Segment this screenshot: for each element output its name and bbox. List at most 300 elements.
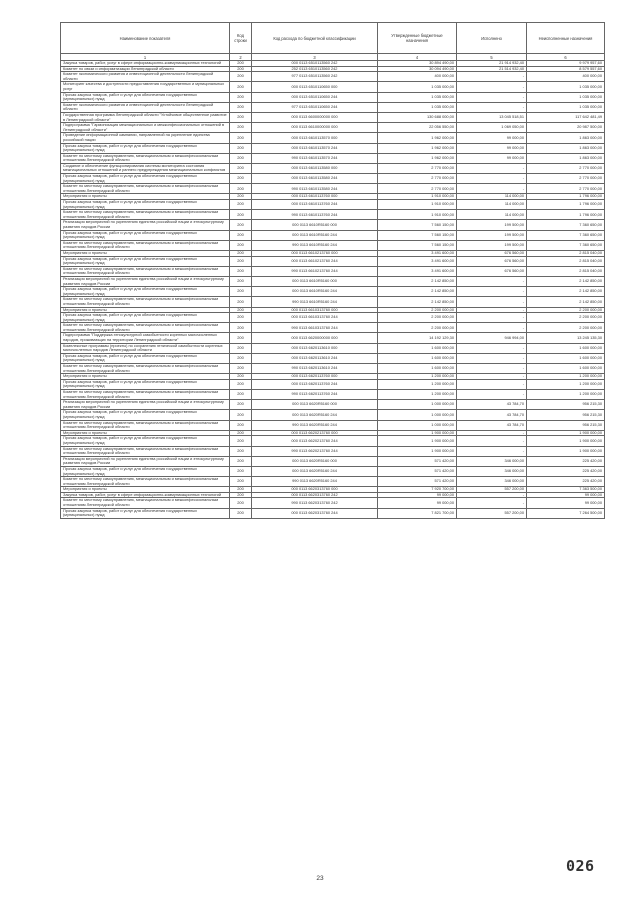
row-approved-amount: 1 035 000,00 [378, 92, 457, 102]
row-executed-amount: - [457, 436, 527, 446]
row-unexecuted-amount: 1 600 000,00 [527, 343, 605, 353]
row-budget-code: 000 0113 6610000000 000 [252, 123, 378, 133]
row-budget-code: 990 0113 6610R5160 244 [252, 297, 378, 307]
row-unexecuted-amount: 2 815 040,00 [527, 256, 605, 266]
table-row [61, 333, 605, 343]
row-line-code: 200 [230, 184, 252, 194]
table-row [61, 390, 605, 400]
row-unexecuted-amount: 1 600 000,00 [527, 364, 605, 374]
row-line-code: 200 [230, 374, 252, 380]
table-row [61, 364, 605, 374]
table-row [61, 210, 605, 220]
row-line-code: 200 [230, 343, 252, 353]
row-approved-amount: 571 420,00 [378, 477, 457, 487]
row-budget-code: 000 0113 6510113560 242 [252, 61, 378, 67]
row-line-code: 200 [230, 230, 252, 240]
row-name: Комплексные программы (проекты) по сохранению этнической самобытности коренных малочисленных народов Ленинградской области [61, 343, 230, 353]
row-approved-amount: 14 192 129,30 [378, 333, 457, 343]
column-number: 5 [457, 54, 527, 61]
row-executed-amount: - [457, 446, 527, 456]
table-row [61, 297, 605, 307]
row-line-code: 200 [230, 508, 252, 518]
row-name: Комитет по местному самоуправлению, межнациональным и межконфессиональным отношениям Ленинградской области [61, 153, 230, 163]
row-executed-amount: - [457, 102, 527, 112]
row-name: Подпрограмма "Поддержка этнокультурной самобытности коренных малочисленных народов, проживающих на территории Ленинградской области" [61, 333, 230, 343]
row-approved-amount: 3 491 600,00 [378, 250, 457, 256]
row-approved-amount: 1 962 000,00 [378, 133, 457, 143]
row-approved-amount: 1 200 000,00 [378, 390, 457, 400]
row-name: Проведение информационной кампании, направленной на укрепление единства российской нации [61, 133, 230, 143]
row-executed-amount: - [457, 492, 527, 498]
row-line-code: 200 [230, 240, 252, 250]
row-approved-amount: 7 821 700,00 [378, 508, 457, 518]
row-approved-amount: 1 600 000,00 [378, 364, 457, 374]
row-approved-amount: 2 200 000,00 [378, 307, 457, 313]
row-unexecuted-amount: 1 900 000,00 [527, 436, 605, 446]
row-budget-code: 000 0113 6610313760 000 [252, 307, 378, 313]
row-executed-amount: 13 045 518,51 [457, 112, 527, 122]
row-approved-amount: 30 894 490,00 [378, 61, 457, 67]
row-budget-code: 990 0113 6610113570 244 [252, 153, 378, 163]
row-approved-amount: 2 770 000,00 [378, 174, 457, 184]
row-line-code: 200 [230, 92, 252, 102]
row-budget-code: 990 0113 6610213760 244 [252, 266, 378, 276]
row-approved-amount: 571 420,00 [378, 456, 457, 466]
row-unexecuted-amount: 956 215,30 [527, 420, 605, 430]
row-budget-code: 990 0113 6620R5160 244 [252, 477, 378, 487]
row-executed-amount: 21 514 932,40 [457, 66, 527, 72]
row-line-code: 200 [230, 220, 252, 230]
row-name: Комитет по местному самоуправлению, межнациональным и межконфессиональным отношениям Ленинградской области [61, 446, 230, 456]
row-line-code: 200 [230, 353, 252, 363]
row-unexecuted-amount: 13 245 135,30 [527, 333, 605, 343]
row-unexecuted-amount: 1 200 000,00 [527, 390, 605, 400]
column-number: 2 [230, 54, 252, 61]
row-unexecuted-amount: 1 035 000,00 [527, 92, 605, 102]
row-line-code: 200 [230, 210, 252, 220]
row-line-code: 200 [230, 256, 252, 266]
row-budget-code: 990 0113 6610113760 244 [252, 210, 378, 220]
row-line-code: 200 [230, 313, 252, 323]
row-executed-amount: - [457, 287, 527, 297]
row-executed-amount: 199 500,00 [457, 230, 527, 240]
row-budget-code: 990 0113 6620313760 242 [252, 498, 378, 508]
row-executed-amount: - [457, 353, 527, 363]
row-executed-amount: - [457, 276, 527, 286]
column-number: 1 [61, 54, 230, 61]
row-unexecuted-amount: 20 987 500,00 [527, 123, 605, 133]
row-budget-code: 000 0113 6620113610 000 [252, 343, 378, 353]
row-name: Прочая закупка товаров, работ и услуг для обеспечения государственных (муниципальных) нужд [61, 379, 230, 389]
row-name: Комитет по местному самоуправлению, межнациональным и межконфессиональным отношениям Ленинградской области [61, 323, 230, 333]
row-unexecuted-amount: 1 600 000,00 [527, 353, 605, 363]
row-name: Комитет по местному самоуправлению, межнациональным и межконфессиональным отношениям Ленинградской области [61, 498, 230, 508]
row-name: Комитет по местному самоуправлению, межнациональным и межконфессиональным отношениям Ленинградской области [61, 364, 230, 374]
row-unexecuted-amount: 2 200 000,00 [527, 313, 605, 323]
row-approved-amount: 1 600 000,00 [378, 353, 457, 363]
row-budget-code: 990 0113 6610113580 244 [252, 184, 378, 194]
row-line-code: 200 [230, 163, 252, 173]
table-row [61, 112, 605, 122]
row-executed-amount: 676 560,00 [457, 250, 527, 256]
row-approved-amount: 99 000,00 [378, 498, 457, 508]
row-budget-code: 000 0113 6610R5160 000 [252, 220, 378, 230]
row-executed-amount: - [457, 379, 527, 389]
row-budget-code: 000 0113 6610113760 244 [252, 200, 378, 210]
row-line-code: 200 [230, 446, 252, 456]
row-unexecuted-amount: 117 642 481,49 [527, 112, 605, 122]
row-line-code: 200 [230, 287, 252, 297]
column-number: 6 [527, 54, 605, 61]
row-line-code: 200 [230, 276, 252, 286]
row-unexecuted-amount: 7 264 500,00 [527, 508, 605, 518]
row-unexecuted-amount: 2 815 040,00 [527, 266, 605, 276]
row-approved-amount: 1 035 000,00 [378, 82, 457, 92]
row-budget-code: 000 0113 6620R5160 000 [252, 456, 378, 466]
row-budget-code: 000 0113 6620313760 000 [252, 487, 378, 493]
row-unexecuted-amount: 2 770 000,00 [527, 163, 605, 173]
row-name: Комитет по местному самоуправлению, межнациональным и межконфессиональным отношениям Ленинградской области [61, 477, 230, 487]
table-row [61, 498, 605, 508]
row-approved-amount: 2 142 850,00 [378, 297, 457, 307]
row-approved-amount: 1 962 000,00 [378, 153, 457, 163]
row-unexecuted-amount: 2 142 850,00 [527, 297, 605, 307]
row-name: Прочая закупка товаров, работ и услуг для обеспечения государственных (муниципальных) нужд [61, 143, 230, 153]
row-name: Реализация мероприятий по укреплению единства российской нации и этнокультурному развитию народов России [61, 400, 230, 410]
row-approved-amount: 99 000,00 [378, 492, 457, 498]
row-name: Мероприятия и проекты [61, 487, 230, 493]
row-budget-code: 000 0113 6610R5160 244 [252, 230, 378, 240]
row-executed-amount: 114 000,00 [457, 194, 527, 200]
table-row [61, 102, 605, 112]
row-executed-amount: - [457, 343, 527, 353]
header-executed: Исполнено [457, 23, 527, 54]
table-row [61, 256, 605, 266]
row-unexecuted-amount: 1 863 000,00 [527, 143, 605, 153]
row-budget-code: 000 0113 6610113760 000 [252, 194, 378, 200]
row-name: Мероприятия и проекты [61, 307, 230, 313]
row-executed-amount: 946 994,00 [457, 333, 527, 343]
row-unexecuted-amount: 225 420,00 [527, 456, 605, 466]
row-budget-code: 990 0113 6620213760 244 [252, 446, 378, 456]
row-unexecuted-amount: 9 979 957,60 [527, 61, 605, 67]
row-approved-amount: 1 900 000,00 [378, 430, 457, 436]
row-executed-amount: 43 784,70 [457, 400, 527, 410]
row-line-code: 200 [230, 487, 252, 493]
row-unexecuted-amount: 2 770 000,00 [527, 174, 605, 184]
row-name: Создание и обеспечение функционирования системы мониторинга состояния межнациональных отношений и раннего предупреждения межнациональных конфликтов [61, 163, 230, 173]
table-row [61, 379, 605, 389]
row-name: Комитет по местному самоуправлению, межнациональным и межконфессиональным отношениям Ленинградской области [61, 210, 230, 220]
row-line-code: 200 [230, 72, 252, 82]
row-name: Прочая закупка товаров, работ и услуг для обеспечения государственных (муниципальных) нужд [61, 256, 230, 266]
row-budget-code: 000 0113 6610R5160 000 [252, 276, 378, 286]
row-budget-code: 977 0113 6510113560 242 [252, 72, 378, 82]
table-row [61, 163, 605, 173]
row-executed-amount: - [457, 374, 527, 380]
column-number: 3 [252, 54, 378, 61]
row-approved-amount: 130 688 000,00 [378, 112, 457, 122]
archive-stamp-number: 026 [566, 857, 595, 875]
row-executed-amount: 676 560,00 [457, 266, 527, 276]
row-approved-amount: 1 200 000,00 [378, 374, 457, 380]
row-line-code: 200 [230, 123, 252, 133]
row-approved-amount: 1 035 000,00 [378, 102, 457, 112]
row-name: Реализация мероприятий по укреплению единства российской нации и этнокультурному развитию народов России [61, 456, 230, 466]
row-executed-amount: - [457, 163, 527, 173]
row-executed-amount: - [457, 184, 527, 194]
row-approved-amount: 1 200 000,00 [378, 379, 457, 389]
row-line-code: 200 [230, 466, 252, 476]
row-unexecuted-amount: 1 796 000,00 [527, 200, 605, 210]
row-executed-amount: 99 000,00 [457, 143, 527, 153]
row-name: Комитет по местному самоуправлению, межнациональным и межконфессиональным отношениям Ленинградской области [61, 240, 230, 250]
row-line-code: 200 [230, 250, 252, 256]
row-budget-code: 990 0113 6620113760 244 [252, 390, 378, 400]
row-line-code: 200 [230, 66, 252, 72]
row-approved-amount: 2 770 000,00 [378, 163, 457, 173]
row-approved-amount: 2 142 850,00 [378, 287, 457, 297]
row-budget-code: 000 0113 6610113580 000 [252, 163, 378, 173]
row-budget-code: 000 0113 6620R5160 244 [252, 410, 378, 420]
row-executed-amount: 99 000,00 [457, 133, 527, 143]
row-unexecuted-amount: 2 770 000,00 [527, 184, 605, 194]
table-row [61, 446, 605, 456]
row-approved-amount: 400 000,00 [378, 72, 457, 82]
row-name: Прочая закупка товаров, работ и услуг для обеспечения государственных (муниципальных) нужд [61, 466, 230, 476]
row-unexecuted-amount: 1 863 000,00 [527, 133, 605, 143]
table-row [61, 477, 605, 487]
row-unexecuted-amount: 225 420,00 [527, 477, 605, 487]
row-name: Прочая закупка товаров, работ и услуг для обеспечения государственных (муниципальных) нужд [61, 287, 230, 297]
table-header-row [61, 23, 605, 54]
row-budget-code: 000 0113 6610113570 244 [252, 143, 378, 153]
header-name: Наименование показателя [61, 23, 230, 54]
row-budget-code: 000 0113 6620213760 244 [252, 436, 378, 446]
row-line-code: 200 [230, 112, 252, 122]
budget-sheet [60, 22, 604, 519]
row-approved-amount: 7 560 150,00 [378, 220, 457, 230]
row-unexecuted-amount: 225 420,00 [527, 466, 605, 476]
row-approved-amount: 22 056 550,00 [378, 123, 457, 133]
table-row [61, 343, 605, 353]
row-approved-amount: 3 491 600,00 [378, 266, 457, 276]
row-approved-amount: 2 200 000,00 [378, 313, 457, 323]
row-budget-code: 000 0113 6510110650 000 [252, 82, 378, 92]
table-row [61, 266, 605, 276]
row-executed-amount: 114 000,00 [457, 210, 527, 220]
row-executed-amount: - [457, 323, 527, 333]
row-budget-code: 990 0113 6610R5160 244 [252, 240, 378, 250]
row-line-code: 200 [230, 492, 252, 498]
row-line-code: 200 [230, 379, 252, 389]
row-budget-code: 000 0113 6610213760 244 [252, 256, 378, 266]
table-row [61, 276, 605, 286]
table-row [61, 240, 605, 250]
row-name: Комитет по местному самоуправлению, межнациональным и межконфессиональным отношениям Ленинградской области [61, 184, 230, 194]
column-number: 4 [378, 54, 457, 61]
row-approved-amount: 7 920 700,00 [378, 487, 457, 493]
table-row [61, 230, 605, 240]
row-executed-amount: 114 000,00 [457, 200, 527, 210]
row-name: Прочая закупка товаров, работ и услуг для обеспечения государственных (муниципальных) нужд [61, 230, 230, 240]
row-unexecuted-amount: 7 360 650,00 [527, 220, 605, 230]
row-budget-code: 990 0113 6620R5160 244 [252, 420, 378, 430]
row-unexecuted-amount: 2 142 850,00 [527, 276, 605, 286]
row-name: Мероприятия и проекты [61, 374, 230, 380]
row-line-code: 200 [230, 82, 252, 92]
row-name: Закупка товаров, работ, услуг в сфере информационно-коммуникационных технологий [61, 61, 230, 67]
row-unexecuted-amount: 7 363 500,00 [527, 487, 605, 493]
row-executed-amount: - [457, 430, 527, 436]
row-approved-amount: 1 000 000,00 [378, 420, 457, 430]
row-line-code: 200 [230, 102, 252, 112]
budget-table [60, 22, 605, 519]
table-row [61, 133, 605, 143]
row-executed-amount: 557 200,00 [457, 508, 527, 518]
row-executed-amount: - [457, 307, 527, 313]
row-approved-amount: 7 560 150,00 [378, 230, 457, 240]
row-executed-amount: 346 000,00 [457, 456, 527, 466]
row-line-code: 200 [230, 297, 252, 307]
header-unexecuted: Неисполненные назначения [527, 23, 605, 54]
row-budget-code: 000 0113 6600000000 000 [252, 112, 378, 122]
row-budget-code: 000 0113 6510110650 244 [252, 92, 378, 102]
row-budget-code: 000 0113 6610313760 244 [252, 313, 378, 323]
table-row [61, 82, 605, 92]
row-unexecuted-amount: 1 900 000,00 [527, 430, 605, 436]
row-executed-amount: 43 784,70 [457, 420, 527, 430]
row-budget-code: 990 0113 6610313760 244 [252, 323, 378, 333]
row-executed-amount: - [457, 92, 527, 102]
row-executed-amount: - [457, 297, 527, 307]
table-row [61, 287, 605, 297]
row-executed-amount: 199 500,00 [457, 240, 527, 250]
row-executed-amount: - [457, 390, 527, 400]
table-row [61, 153, 605, 163]
row-unexecuted-amount: 956 215,30 [527, 410, 605, 420]
row-approved-amount: 1 600 000,00 [378, 343, 457, 353]
table-row [61, 323, 605, 333]
table-row [61, 123, 605, 133]
row-name: Прочая закупка товаров, работ и услуг для обеспечения государственных (муниципальных) нужд [61, 92, 230, 102]
row-name: Комитет по местному самоуправлению, межнациональным и межконфессиональным отношениям Ленинградской области [61, 266, 230, 276]
table-row [61, 72, 605, 82]
row-name: Реализация мероприятий по укреплению единства российской нации и этнокультурному развитию народов России [61, 276, 230, 286]
row-name: Прочая закупка товаров, работ и услуг для обеспечения государственных (муниципальных) нужд [61, 410, 230, 420]
row-budget-code: 000 0113 6620213760 000 [252, 430, 378, 436]
row-line-code: 200 [230, 323, 252, 333]
row-budget-code: 000 0113 6620113760 244 [252, 379, 378, 389]
row-unexecuted-amount: 1 035 000,00 [527, 82, 605, 92]
row-line-code: 200 [230, 333, 252, 343]
row-approved-amount: 2 142 850,00 [378, 276, 457, 286]
row-unexecuted-amount: 2 815 040,00 [527, 250, 605, 256]
row-unexecuted-amount: 1 863 000,00 [527, 153, 605, 163]
row-name: Комитет по местному самоуправлению, межнациональным и межконфессиональным отношениям Ленинградской области [61, 297, 230, 307]
row-approved-amount: 7 560 150,00 [378, 240, 457, 250]
row-name: Прочая закупка товаров, работ и услуг для обеспечения государственных (муниципальных) нужд [61, 174, 230, 184]
row-line-code: 200 [230, 400, 252, 410]
row-line-code: 200 [230, 153, 252, 163]
row-executed-amount: - [457, 82, 527, 92]
table-row [61, 92, 605, 102]
table-row [61, 200, 605, 210]
row-name: Мероприятия и проекты [61, 430, 230, 436]
row-line-code: 200 [230, 456, 252, 466]
row-name: Мероприятия и проекты [61, 194, 230, 200]
row-executed-amount: - [457, 72, 527, 82]
row-line-code: 200 [230, 410, 252, 420]
row-line-code: 200 [230, 133, 252, 143]
row-budget-code: 000 0113 6620R5160 000 [252, 400, 378, 410]
row-line-code: 200 [230, 200, 252, 210]
row-approved-amount: 1 900 000,00 [378, 446, 457, 456]
row-budget-code: 252 0113 6510113560 242 [252, 66, 378, 72]
row-unexecuted-amount: 8 579 557,60 [527, 66, 605, 72]
row-unexecuted-amount: 2 200 000,00 [527, 323, 605, 333]
row-unexecuted-amount: 99 000,00 [527, 498, 605, 508]
row-unexecuted-amount: 1 900 000,00 [527, 446, 605, 456]
row-approved-amount: 1 910 000,00 [378, 200, 457, 210]
row-approved-amount: 1 910 000,00 [378, 194, 457, 200]
row-name: Подпрограмма "Гармонизация межнациональных и межконфессиональных отношений в Ленинградской области" [61, 123, 230, 133]
table-row [61, 313, 605, 323]
row-unexecuted-amount: 1 200 000,00 [527, 374, 605, 380]
row-executed-amount: 21 914 932,40 [457, 61, 527, 67]
row-executed-amount: 557 200,00 [457, 487, 527, 493]
row-unexecuted-amount: 2 142 850,00 [527, 287, 605, 297]
row-executed-amount: 346 000,00 [457, 477, 527, 487]
row-name: Комитет по местному самоуправлению, межнациональным и межконфессиональным отношениям Ленинградской области [61, 390, 230, 400]
header-budget-code: Код расхода по бюджетной классификации [252, 23, 378, 54]
row-executed-amount: - [457, 174, 527, 184]
row-budget-code: 000 0113 6620313760 242 [252, 492, 378, 498]
row-executed-amount: - [457, 498, 527, 508]
row-executed-amount: 346 000,00 [457, 466, 527, 476]
row-name: Прочая закупка товаров, работ и услуг для обеспечения государственных (муниципальных) нужд [61, 313, 230, 323]
row-line-code: 200 [230, 174, 252, 184]
row-line-code: 200 [230, 436, 252, 446]
page-number: 23 [316, 875, 324, 882]
row-unexecuted-amount: 7 360 650,00 [527, 240, 605, 250]
row-budget-code: 000 0113 6620R5160 244 [252, 466, 378, 476]
row-unexecuted-amount: 400 000,00 [527, 72, 605, 82]
table-row [61, 508, 605, 518]
row-executed-amount: 99 000,00 [457, 153, 527, 163]
row-unexecuted-amount: 99 000,00 [527, 492, 605, 498]
row-budget-code: 000 0113 6620113760 000 [252, 374, 378, 380]
row-name: Реализация мероприятий по укреплению единства российской нации и этнокультурному развитию народов России [61, 220, 230, 230]
row-unexecuted-amount: 1 200 000,00 [527, 379, 605, 389]
row-approved-amount: 1 962 000,00 [378, 143, 457, 153]
row-name: Комитет экономического развития и инвестиционной деятельности Ленинградской области [61, 72, 230, 82]
header-line-code: Код строки [230, 23, 252, 54]
row-name: Комитет по местному самоуправлению, межнациональным и межконфессиональным отношениям Ленинградской области [61, 420, 230, 430]
row-line-code: 200 [230, 194, 252, 200]
row-budget-code: 977 0113 6510110650 244 [252, 102, 378, 112]
table-body [61, 61, 605, 519]
row-name: Мероприятия и проекты [61, 250, 230, 256]
row-name: Комитет по связи и информатизации Ленинградской области [61, 66, 230, 72]
row-executed-amount: 199 500,00 [457, 220, 527, 230]
row-line-code: 200 [230, 61, 252, 67]
table-row [61, 184, 605, 194]
row-line-code: 200 [230, 498, 252, 508]
row-name: Закупка товаров, работ, услуг в сфере информационно-коммуникационных технологий [61, 492, 230, 498]
row-name: Мониторинг качества и доступности предоставления государственных и муниципальных услуг [61, 82, 230, 92]
row-budget-code: 000 0113 6610213760 000 [252, 250, 378, 256]
